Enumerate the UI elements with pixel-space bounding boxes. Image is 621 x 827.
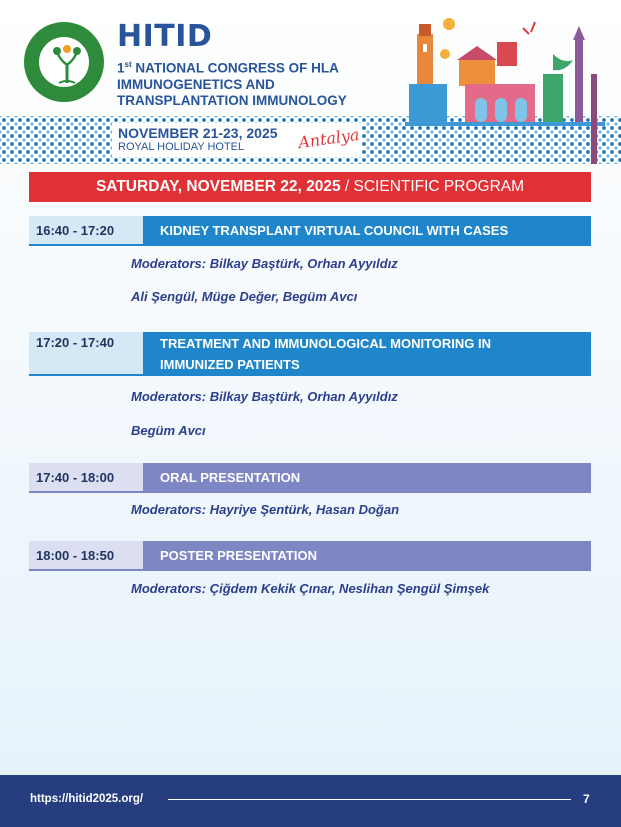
footer-website-link[interactable]: https://hitid2025.org/ (30, 793, 144, 805)
program-title-bar (29, 172, 591, 202)
session-title-line: POSTER PRESENTATION (160, 548, 317, 563)
session-speakers: Begüm Avcı (131, 423, 206, 438)
session-moderators: Moderators: Bilkay Baştürk, Orhan Ayyıldız (131, 389, 398, 404)
session-title (143, 463, 591, 493)
congress-ordinal: 1 (117, 60, 125, 76)
event-city: Antalya (296, 124, 361, 153)
session-moderators: Moderators: Çiğdem Kekik Çınar, Neslihan Şengül Şimşek (131, 581, 490, 596)
session-block (29, 216, 591, 246)
session-block (29, 541, 591, 571)
session-time: 17:20 - 17:40 (29, 332, 143, 376)
congress-ordinal-suffix: st (124, 60, 132, 69)
session-moderators: Moderators: Hayriye Şentürk, Hasan Doğan (131, 502, 400, 517)
session-title-line: ORAL PRESENTATION (160, 470, 301, 485)
antalya-illustration (405, 14, 605, 164)
session-block (29, 332, 591, 376)
session-title-line: TREATMENT AND IMMUNOLOGICAL MONITORING IN (160, 336, 491, 351)
congress-line-2: IMMUNOGENETICS AND (117, 76, 275, 92)
session-speakers: Ali Şengül, Müge Değer, Begüm Avcı (131, 289, 358, 304)
session-title (143, 541, 591, 571)
page-number: 7 (583, 792, 590, 806)
event-date: NOVEMBER 21-23, 2025 (118, 125, 278, 141)
session-time: 17:40 - 18:00 (29, 463, 143, 493)
page-footer (0, 775, 621, 827)
brand-title: HITID (117, 19, 213, 54)
session-block (29, 463, 591, 493)
society-logo (24, 22, 104, 102)
event-venue: ROYAL HOLIDAY HOTEL (118, 141, 245, 153)
session-time: 16:40 - 17:20 (29, 216, 143, 246)
program-label: SCIENTIFIC PROGRAM (353, 178, 525, 195)
title-separator: / (340, 178, 354, 195)
session-time: 18:00 - 18:50 (29, 541, 143, 571)
session-title-line: IMMUNIZED PATIENTS (160, 357, 300, 372)
footer-divider (168, 799, 571, 800)
logo-tree-icon (27, 25, 107, 105)
congress-line-3: TRANSPLANTATION IMMUNOLOGY (117, 92, 347, 108)
session-moderators: Moderators: Bilkay Baştürk, Orhan Ayyıldız (131, 256, 398, 271)
session-title (143, 332, 591, 376)
congress-name (117, 57, 377, 109)
program-day: SATURDAY, NOVEMBER 22, 2025 (95, 178, 341, 195)
session-title-line: KIDNEY TRANSPLANT VIRTUAL COUNCIL WITH CASES (160, 223, 509, 238)
congress-line-1: NATIONAL CONGRESS OF HLA (135, 60, 339, 76)
session-title (143, 216, 591, 246)
